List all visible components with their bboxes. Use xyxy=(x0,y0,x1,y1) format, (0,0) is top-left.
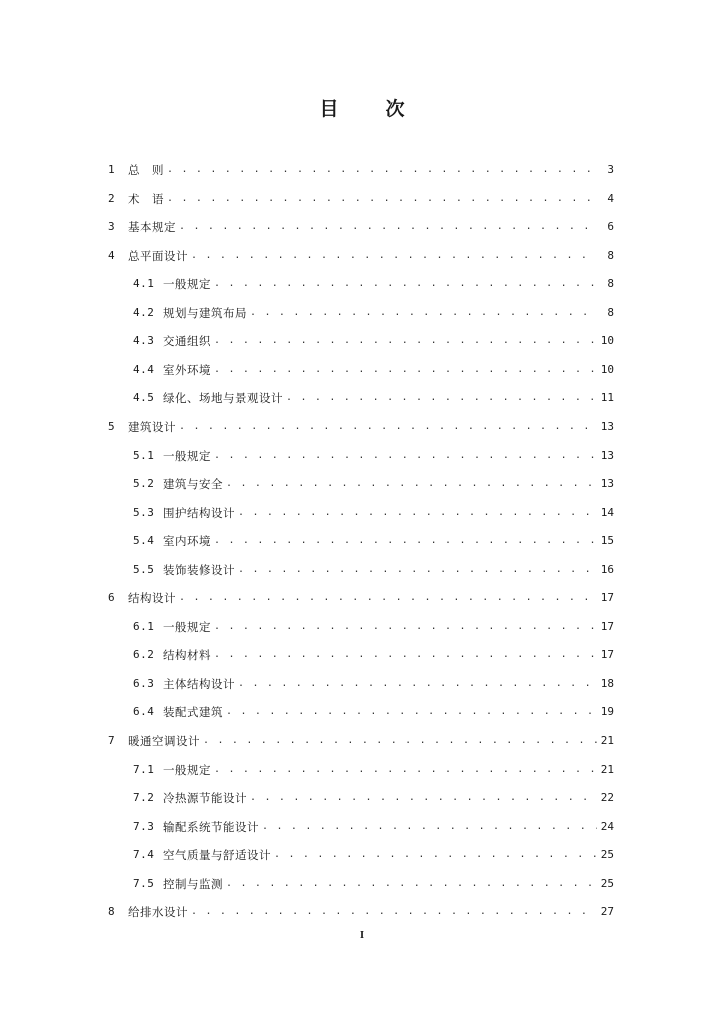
toc-entry-number: 7 xyxy=(108,734,116,747)
toc-dot-leader xyxy=(238,556,597,584)
toc-entry-page: 13 xyxy=(600,477,614,491)
toc-dot-leader xyxy=(238,499,597,527)
toc-entry[interactable] xyxy=(133,841,614,869)
toc-entry-number: 6 xyxy=(108,591,116,605)
toc-entry-label: 围护结构设计 xyxy=(163,505,235,520)
toc-dot-leader xyxy=(262,813,597,841)
toc-entry-label: 装配式建筑 xyxy=(163,705,223,720)
toc-entry-number: 3 xyxy=(108,220,116,234)
toc-entry-page: 18 xyxy=(600,676,614,690)
toc-entry-page: 8 xyxy=(607,248,614,262)
toc-entry-number: 5.5 xyxy=(133,562,155,576)
toc-entry[interactable] xyxy=(108,242,614,270)
toc-dot-leader xyxy=(226,870,597,898)
toc-entry[interactable] xyxy=(133,698,614,726)
toc-dot-leader xyxy=(286,384,597,412)
toc-entry-label: 建筑与安全 xyxy=(163,477,223,492)
toc-dot-leader xyxy=(179,413,597,441)
toc-dot-leader xyxy=(226,698,597,726)
toc-entry[interactable] xyxy=(133,527,614,555)
toc-entry[interactable] xyxy=(133,870,614,898)
toc-entry-page: 4 xyxy=(607,191,614,205)
toc-entry-page: 24 xyxy=(600,819,614,833)
toc-entry-number: 2 xyxy=(108,191,116,205)
toc-entry-label: 给排水设计 xyxy=(128,905,188,920)
toc-entry-page: 17 xyxy=(600,591,614,605)
toc-entry-page: 13 xyxy=(600,419,614,433)
toc-entry-page: 11 xyxy=(600,391,614,405)
toc-dot-leader xyxy=(214,756,597,784)
toc-dot-leader xyxy=(214,613,597,641)
toc-entry-label: 建筑设计 xyxy=(128,419,176,434)
toc-dot-leader xyxy=(203,727,597,755)
toc-dot-leader xyxy=(238,670,597,698)
toc-entry-number: 4.2 xyxy=(133,305,155,319)
toc-entry[interactable] xyxy=(133,556,614,584)
toc-entry-number: 4.3 xyxy=(133,334,155,348)
toc-entry-label: 一般规定 xyxy=(163,448,211,463)
toc-entry-label: 术 语 xyxy=(128,191,164,206)
toc-entry-number: 8 xyxy=(108,905,116,919)
toc-entry-label: 交通组织 xyxy=(163,334,211,349)
toc-entry[interactable] xyxy=(133,499,614,527)
toc-entry[interactable] xyxy=(133,670,614,698)
toc-entry-page: 3 xyxy=(607,163,614,176)
toc-entry-label: 总平面设计 xyxy=(128,248,188,263)
toc-entry-page: 10 xyxy=(600,334,614,348)
toc-entry[interactable] xyxy=(108,584,614,612)
toc-entry-label: 装饰装修设计 xyxy=(163,562,235,577)
toc-entry-number: 6.2 xyxy=(133,648,155,662)
toc-entry-page: 21 xyxy=(600,762,614,776)
toc-dot-leader xyxy=(274,841,597,869)
toc-entry-label: 主体结构设计 xyxy=(163,676,235,691)
toc-entry-page: 22 xyxy=(600,791,614,805)
toc-entry-page: 21 xyxy=(600,734,614,747)
toc-entry-number: 1 xyxy=(108,163,116,176)
toc-entry[interactable] xyxy=(133,641,614,669)
toc-entry-number: 5 xyxy=(108,419,116,433)
toc-entry-number: 6.4 xyxy=(133,705,155,719)
toc-dot-leader xyxy=(214,641,597,669)
toc-entry-page: 17 xyxy=(600,619,614,633)
toc-entry-page: 6 xyxy=(607,220,614,234)
toc-entry-number: 6.3 xyxy=(133,676,155,690)
toc-entry[interactable] xyxy=(133,356,614,384)
toc-entry-page: 16 xyxy=(600,562,614,576)
toc-entry-page: 15 xyxy=(600,534,614,548)
toc-dot-leader xyxy=(214,527,597,555)
toc-entry-number: 7.3 xyxy=(133,819,155,833)
toc-entry[interactable] xyxy=(133,784,614,812)
toc-entry-number: 7.1 xyxy=(133,762,155,776)
toc-entry-number: 7.5 xyxy=(133,876,155,890)
page-number: I xyxy=(359,929,365,941)
toc-entry-page: 25 xyxy=(600,848,614,862)
toc-dot-leader xyxy=(250,299,597,327)
toc-entry[interactable] xyxy=(108,185,614,213)
toc-entry-label: 空气质量与舒适设计 xyxy=(163,848,271,863)
toc-entry[interactable] xyxy=(133,613,614,641)
toc-entry-number: 4.1 xyxy=(133,277,155,291)
toc-dot-leader xyxy=(214,442,597,470)
toc-dot-leader xyxy=(191,898,597,926)
toc-dot-leader xyxy=(226,470,597,498)
toc-entry-label: 一般规定 xyxy=(163,762,211,777)
page-title: 目 次 xyxy=(319,98,419,120)
toc-entry-label: 基本规定 xyxy=(128,220,176,235)
toc-dot-leader xyxy=(167,156,597,184)
toc-entry-page: 8 xyxy=(607,277,614,291)
toc-dot-leader xyxy=(179,213,597,241)
toc-entry[interactable] xyxy=(133,299,614,327)
toc-entry-label: 室内环境 xyxy=(163,534,211,549)
toc-entry[interactable] xyxy=(133,756,614,784)
toc-dot-leader xyxy=(179,584,597,612)
toc-entry[interactable] xyxy=(108,413,614,441)
toc-entry-label: 规划与建筑布局 xyxy=(163,305,247,320)
toc-entry-number: 7.4 xyxy=(133,848,155,862)
toc-entry-label: 暖通空调设计 xyxy=(128,734,200,748)
toc-entry-number: 5.1 xyxy=(133,448,155,462)
toc-entry-number: 5.4 xyxy=(133,534,155,548)
toc-entry-number: 5.2 xyxy=(133,477,155,491)
toc-entry[interactable] xyxy=(108,727,614,755)
toc-entry[interactable] xyxy=(108,156,614,184)
toc-entry[interactable] xyxy=(133,327,614,355)
toc-entry[interactable] xyxy=(133,270,614,298)
toc-entry-page: 13 xyxy=(600,448,614,462)
toc-entry-label: 一般规定 xyxy=(163,619,211,634)
toc-entry-label: 控制与监测 xyxy=(163,876,223,891)
toc-entry-number: 7.2 xyxy=(133,791,155,805)
toc-entry-page: 25 xyxy=(600,876,614,890)
toc-dot-leader xyxy=(214,356,597,384)
toc-entry-page: 14 xyxy=(600,505,614,519)
toc-entry-number: 4.4 xyxy=(133,362,155,376)
toc-entry[interactable] xyxy=(133,384,614,412)
toc-entry-page: 17 xyxy=(600,648,614,662)
toc-entry[interactable] xyxy=(108,213,614,241)
toc-entry[interactable] xyxy=(133,813,614,841)
toc-entry-label: 输配系统节能设计 xyxy=(163,819,259,834)
toc-entry-page: 8 xyxy=(607,305,614,319)
toc-entry-label: 结构设计 xyxy=(128,591,176,606)
toc-entry-label: 冷热源节能设计 xyxy=(163,791,247,806)
toc-dot-leader xyxy=(167,185,597,213)
toc-entry-label: 绿化、场地与景观设计 xyxy=(163,391,283,406)
toc-dot-leader xyxy=(214,327,597,355)
toc-entry-page: 10 xyxy=(600,362,614,376)
toc-entry[interactable] xyxy=(133,442,614,470)
toc-dot-leader xyxy=(214,270,597,298)
toc-entry-number: 4.5 xyxy=(133,391,155,405)
table-of-contents xyxy=(0,156,724,920)
toc-entry-number: 4 xyxy=(108,248,116,262)
toc-entry-number: 6.1 xyxy=(133,619,155,633)
toc-dot-leader xyxy=(191,242,597,270)
toc-entry-number: 5.3 xyxy=(133,505,155,519)
toc-entry-label: 室外环境 xyxy=(163,362,211,377)
toc-entry-label: 总 则 xyxy=(128,163,164,177)
toc-entry-page: 27 xyxy=(600,905,614,919)
toc-entry-label: 结构材料 xyxy=(163,648,211,663)
toc-entry[interactable] xyxy=(133,470,614,498)
toc-entry[interactable] xyxy=(108,898,614,926)
toc-dot-leader xyxy=(250,784,597,812)
toc-entry-page: 19 xyxy=(600,705,614,719)
toc-entry-label: 一般规定 xyxy=(163,277,211,292)
